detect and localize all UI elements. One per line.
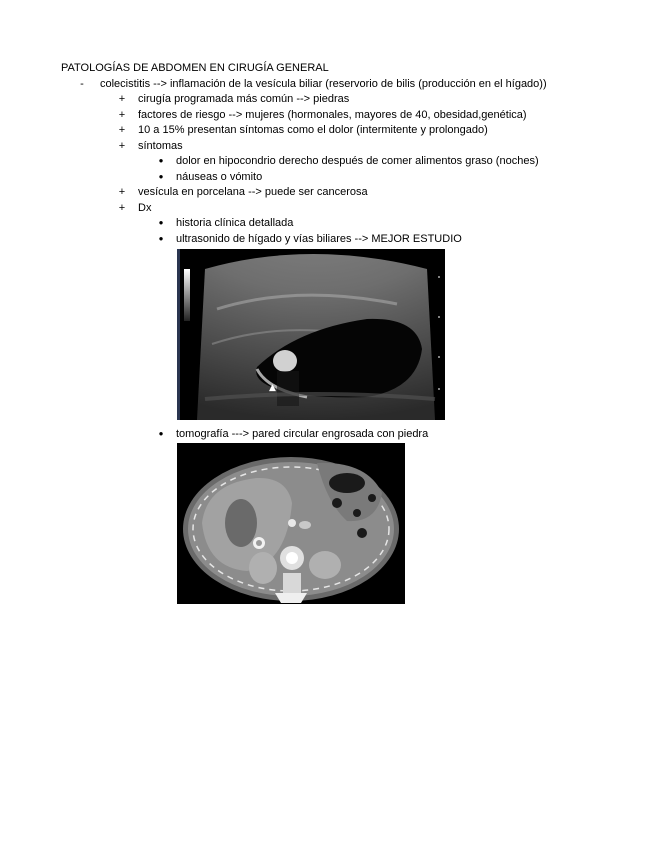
list-item: ultrasonido de hígado y vías biliares --> MEJOR ESTUDIO bbox=[176, 233, 462, 245]
list-item: vesícula en porcelana --> puede ser cancerosa bbox=[138, 186, 368, 198]
dot-marker: ● bbox=[158, 234, 164, 243]
list-item: dolor en hipocondrio derecho después de comer alimentos graso (noches) bbox=[176, 155, 539, 167]
dot-marker: ● bbox=[158, 156, 164, 165]
list-item: factores de riesgo --> mujeres (hormonales, mayores de 40, obesidad,genética) bbox=[138, 109, 527, 121]
svg-text:▲: ▲ bbox=[269, 383, 276, 393]
list-item: historia clínica detallada bbox=[176, 217, 294, 229]
plus-marker: + bbox=[118, 124, 126, 136]
list-item: cirugía programada más común --> piedras bbox=[138, 93, 350, 105]
plus-marker: + bbox=[118, 202, 126, 214]
plus-marker: + bbox=[118, 140, 126, 152]
document-title: PATOLOGÍAS DE ABDOMEN EN CIRUGÍA GENERAL bbox=[61, 62, 329, 74]
list-item: náuseas o vómito bbox=[176, 171, 263, 183]
dot-marker: ● bbox=[158, 172, 164, 181]
list-item-colecistitis: colecistitis --> inflamación de la vesícula biliar (reservorio de bilis (producción en el hígado)) bbox=[100, 78, 547, 90]
plus-marker: + bbox=[118, 93, 126, 105]
ultrasound-image bbox=[177, 249, 445, 420]
dot-marker: ● bbox=[158, 218, 164, 227]
list-item: síntomas bbox=[138, 140, 183, 152]
plus-marker: + bbox=[118, 109, 126, 121]
dot-marker: ● bbox=[158, 429, 164, 438]
ct-scan-image bbox=[177, 443, 405, 604]
list-item: 10 a 15% presentan síntomas como el dolor (intermitente y prolongado) bbox=[138, 124, 488, 136]
list-item-dx: Dx bbox=[138, 202, 152, 214]
plus-marker: + bbox=[118, 186, 126, 198]
dash-marker: - bbox=[80, 78, 84, 90]
list-item: tomografía ---> pared circular engrosada con piedra bbox=[176, 428, 429, 440]
